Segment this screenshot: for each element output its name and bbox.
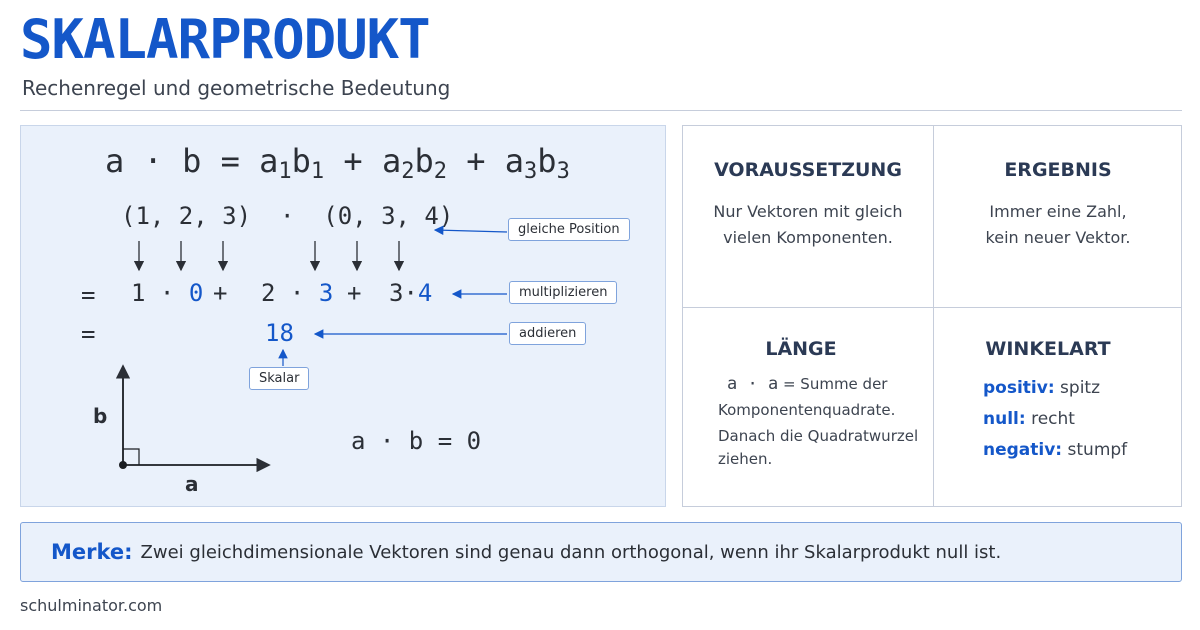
grid-divider-vertical (933, 126, 934, 506)
rule-panel (20, 125, 666, 507)
tag-same-position: gleiche Position (508, 218, 630, 241)
card-title-winkelart: WINKELART (985, 338, 1111, 360)
equals-sign-result: = (81, 320, 96, 348)
product-3: 3·4 (389, 279, 433, 307)
card-text-voraussetzung: Nur Vektoren mit gleich vielen Komponenten. (713, 202, 903, 247)
footer-site: schulminator.com (20, 596, 163, 615)
origin-point (119, 461, 127, 469)
card-text-laenge: a · a = Summe der Komponentenquadrate. Danach die Quadratwurzel ziehen. (718, 374, 919, 468)
header-divider (20, 110, 1182, 111)
card-title-voraussetzung: VORAUSSETZUNG (714, 159, 902, 181)
remember-label: Merke: (51, 540, 133, 564)
remember-text: Zwei gleichdimensionale Vektoren sind genau dann orthogonal, wenn ihr Skalarprodukt null ist. (140, 541, 1002, 563)
pointer-arrow-position (435, 230, 507, 232)
winkelart-item-null: null: recht (983, 409, 1075, 429)
winkelart-item-positiv: positiv: spitz (983, 378, 1101, 398)
example-vectors: (1, 2, 3) · (0, 3, 4) (121, 202, 454, 230)
result-value: 18 (265, 319, 294, 347)
winkelart-item-negativ: negativ: stumpf (983, 440, 1128, 460)
card-title-laenge: LÄNGE (765, 338, 837, 360)
page-title: SKALARPRODUKT (20, 8, 430, 71)
plus-sign-2: + (347, 279, 362, 307)
product-1: 1 · 0 (131, 279, 204, 307)
equals-sign-products: = (81, 281, 96, 309)
tag-add: addieren (509, 322, 586, 345)
info-cards (682, 125, 1182, 507)
card-text-ergebnis: Immer eine Zahl, kein neuer Vektor. (985, 202, 1131, 247)
orthogonality-condition: a · b = 0 (351, 427, 482, 455)
product-2: 2 · 3 (261, 279, 334, 307)
axis-label-a: a (185, 472, 199, 496)
tag-multiply: multiplizieren (509, 281, 617, 304)
remember-box (20, 522, 1182, 582)
plus-sign-1: + (213, 279, 228, 307)
tag-scalar: Skalar (249, 367, 309, 390)
annotation-arrows (21, 126, 667, 508)
dot-product-formula: $a \cdot b = a_1b_1 + a_2b_2 + a_3b_3$ (105, 142, 570, 184)
page-subtitle: Rechenregel und geometrische Bedeutung (22, 76, 451, 100)
axis-label-b: b (93, 404, 108, 428)
card-title-ergebnis: ERGEBNIS (1004, 159, 1112, 181)
grid-divider-horizontal (683, 307, 1181, 308)
